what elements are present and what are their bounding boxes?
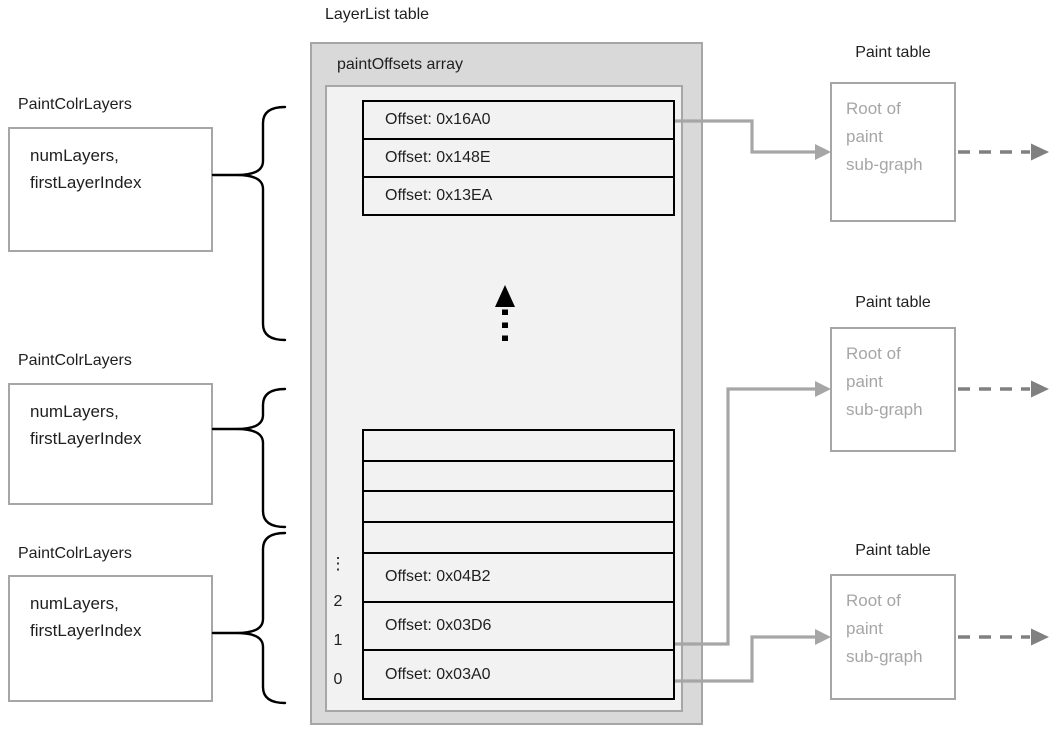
offset-cell: Offset: 0x13EA: [362, 176, 675, 216]
paintcolrlayers-title-3: PaintColrLayers: [18, 545, 132, 562]
brace-3: [237, 533, 285, 703]
offset-cells-bottom: [362, 429, 675, 700]
firstlayerindex-label: firstLayerIndex: [30, 429, 142, 448]
offset-cell-empty: [362, 521, 675, 554]
paintoffsets-array-label: paintOffsets array: [337, 56, 463, 73]
index-label-0: 0: [333, 671, 343, 688]
offset-cell-empty: [362, 490, 675, 523]
dashed-arrowhead-1: [1031, 144, 1049, 161]
layerlist-table-title: LayerList table: [325, 6, 430, 23]
paint-table-title-2: Paint table: [855, 294, 931, 311]
index-label-1: 1: [333, 631, 343, 649]
offset-cell-empty: [362, 429, 675, 462]
paint-label: paint: [846, 619, 883, 638]
offset-cells-top: [362, 100, 675, 216]
sub-graph-label: sub-graph: [846, 647, 923, 666]
brace-1: [237, 107, 285, 340]
sub-graph-label: sub-graph: [846, 400, 923, 419]
index-label-2: 2: [333, 593, 343, 610]
offset-cell: Offset: 0x03A0: [362, 649, 675, 700]
sub-graph-label: sub-graph: [846, 155, 923, 174]
numlayers-label: numLayers,: [30, 594, 119, 613]
index-ellipsis: ⋮: [329, 553, 347, 573]
firstlayerindex-label: firstLayerIndex: [30, 621, 142, 640]
paint-table-box-2: [830, 327, 956, 452]
arrowhead-paint-2: [815, 381, 831, 397]
brace-2: [237, 389, 285, 527]
paintcolrlayers-box-1: [8, 127, 213, 252]
paint-table-box-3: [830, 574, 956, 700]
dashed-arrowhead-3: [1031, 629, 1049, 646]
offset-cell: Offset: 0x03D6: [362, 601, 675, 652]
arrowhead-paint-3: [815, 629, 831, 645]
offset-cell-empty: [362, 460, 675, 493]
paintcolrlayers-title-2: PaintColrLayers: [18, 352, 132, 369]
paintcolrlayers-box-3: [8, 575, 213, 702]
root-of-label: Root of: [846, 99, 901, 118]
offset-cell: Offset: 0x16A0: [362, 100, 675, 140]
root-of-label: Root of: [846, 591, 901, 610]
firstlayerindex-label: firstLayerIndex: [30, 173, 142, 192]
root-of-label: Root of: [846, 344, 901, 363]
offset-cell: Offset: 0x148E: [362, 138, 675, 178]
paintcolrlayers-title-1: PaintColrLayers: [18, 96, 132, 113]
paint-table-title-1: Paint table: [855, 44, 931, 61]
paint-table-title-3: Paint table: [855, 542, 931, 559]
paint-label: paint: [846, 127, 883, 146]
paintcolrlayers-box-2: [8, 383, 213, 505]
paint-label: paint: [846, 372, 883, 391]
offset-cell: Offset: 0x04B2: [362, 552, 675, 603]
numlayers-label: numLayers,: [30, 402, 119, 421]
paint-table-box-1: [830, 82, 956, 222]
numlayers-label: numLayers,: [30, 146, 119, 165]
arrowhead-paint-1: [815, 144, 831, 160]
dashed-arrowhead-2: [1031, 381, 1049, 398]
